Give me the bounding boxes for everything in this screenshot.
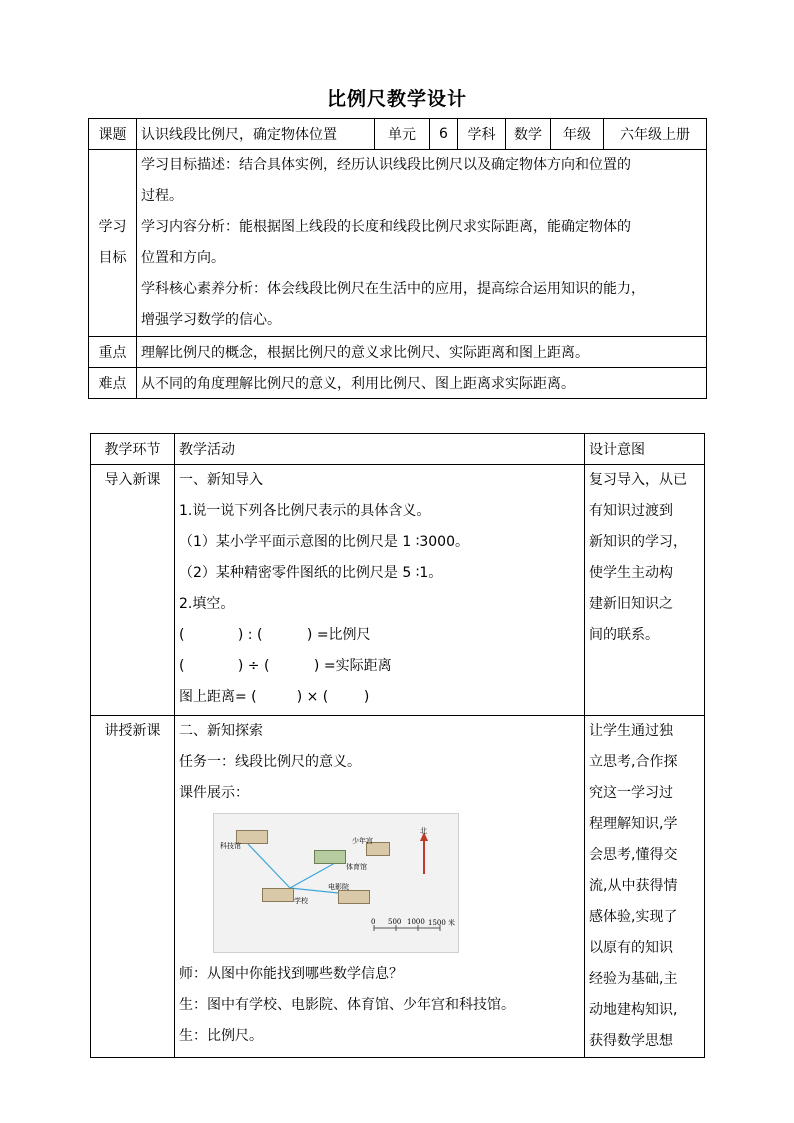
intent-line: 程理解知识,学	[589, 816, 678, 832]
goals-content	[137, 150, 707, 337]
course-label: 课题	[89, 119, 137, 150]
grade-value: 六年级上册	[604, 119, 707, 150]
course-value: 认识线段比例尺，确定物体位置	[137, 119, 375, 150]
header-stage: 教学环节	[91, 434, 175, 465]
course-row	[89, 119, 707, 150]
courseware-map-image	[213, 813, 459, 953]
intent-line: 有知识过渡到	[589, 503, 673, 519]
goal-line: 学科核心素养分析：体会线段比例尺在生活中的应用，提高综合运用知识的能力，	[141, 281, 645, 297]
stage-new: 讲授新课	[91, 716, 175, 1058]
goal-line: 学习内容分析：能根据图上线段的长度和线段比例尺求实际距离，能确定物体的	[141, 219, 631, 235]
difficulty-value: 从不同的角度理解比例尺的意义，利用比例尺、图上距离求实际距离。	[137, 368, 707, 399]
intent-line: 新知识的学习，	[589, 534, 687, 550]
activity-line: 任务一：线段比例尺的意义。	[179, 754, 361, 770]
activity-line: （1）某小学平面示意图的比例尺是 1 ∶3000。	[179, 534, 469, 550]
intent-line: 使学生主动构	[589, 565, 673, 581]
label-youth-palace: 少年宫	[352, 837, 373, 845]
info-table	[88, 118, 707, 399]
goal-line: 位置和方向。	[141, 250, 225, 266]
goal-line: 过程。	[141, 188, 183, 204]
activity-line: 生：图中有学校、电影院、体育馆、少年宫和科技馆。	[179, 997, 515, 1013]
process-row-intro	[91, 465, 705, 716]
key-row	[89, 337, 707, 368]
activity-line: 图上距离= ( ) × ( )	[179, 689, 370, 705]
process-table	[90, 433, 705, 1058]
activity-line: 二、新知探索	[179, 723, 263, 739]
intent-line: 以原有的知识	[589, 940, 673, 956]
activity-line: ( ) : ( ) =比例尺	[179, 627, 371, 643]
school-building	[262, 888, 294, 902]
goal-line: 增强学习数学的信心。	[141, 312, 281, 328]
label-cinema: 电影院	[328, 883, 349, 891]
goals-row	[89, 150, 707, 337]
stage-intro: 导入新课	[91, 465, 175, 716]
activity-line: （2）某种精密零件图纸的比例尺是 5 ∶1。	[179, 565, 443, 581]
label-science-museum: 科技馆	[220, 842, 241, 850]
key-label: 重点	[89, 337, 137, 368]
subject-value: 数学	[506, 119, 551, 150]
scale-tick: 1000	[407, 918, 425, 926]
gym-building	[314, 850, 346, 864]
unit-label: 单元	[375, 119, 430, 150]
activity-line: ( ) ÷ ( ) =实际距离	[179, 658, 392, 674]
goal-line: 学习目标描述：结合具体实例，经历认识线段比例尺以及确定物体方向和位置的	[141, 157, 631, 173]
activity-line: 课件展示：	[179, 785, 249, 801]
activity-line: 生：比例尺。	[179, 1028, 263, 1044]
scale-tick: 500	[388, 918, 402, 926]
scale-tick: 1500 米	[428, 919, 456, 927]
intent-line: 感体验,实现了	[589, 909, 678, 925]
header-activity: 教学活动	[175, 434, 585, 465]
activity-line: 1.说一说下列各比例尺表示的具体含义。	[179, 503, 431, 519]
intent-line: 究这一学习过	[589, 785, 673, 801]
intent-line: 建新旧知识之	[589, 596, 673, 612]
intent-line: 获得数学思想	[589, 1033, 673, 1049]
header-intent: 设计意图	[585, 434, 705, 465]
intent-line: 复习导入，从已	[589, 472, 687, 488]
intent-line: 会思考,懂得交	[589, 847, 678, 863]
difficulty-row	[89, 368, 707, 399]
document-title: 比例尺教学设计	[326, 88, 467, 110]
activity-new	[175, 716, 585, 1058]
label-gym: 体育馆	[346, 863, 367, 871]
scale-tick: 0	[371, 918, 376, 926]
intent-line: 间的联系。	[589, 627, 659, 643]
intent-new	[585, 716, 705, 1058]
activity-intro	[175, 465, 585, 716]
key-value: 理解比例尺的概念，根据比例尺的意义求比例尺、实际距离和图上距离。	[137, 337, 707, 368]
activity-line: 师：从图中你能找到哪些数学信息？	[179, 966, 403, 982]
intent-line: 动地建构知识,	[589, 1002, 678, 1018]
process-row-new	[91, 716, 705, 1058]
activity-line: 2.填空。	[179, 596, 235, 612]
subject-label: 学科	[458, 119, 506, 150]
north-label: 北	[420, 827, 427, 835]
activity-line: 一、新知导入	[179, 472, 263, 488]
label-school: 学校	[294, 897, 308, 905]
difficulty-label: 难点	[89, 368, 137, 399]
goals-label: 学习 目标	[89, 150, 137, 337]
intent-intro	[585, 465, 705, 716]
intent-line: 流,从中获得情	[589, 878, 678, 894]
grade-label: 年级	[551, 119, 604, 150]
cinema-building	[338, 890, 370, 904]
intent-line: 立思考,合作探	[589, 754, 678, 770]
process-header-row	[91, 434, 705, 465]
unit-value: 6	[430, 119, 458, 150]
intent-line: 让学生通过独	[589, 723, 673, 739]
intent-line: 经验为基础,主	[589, 971, 678, 987]
